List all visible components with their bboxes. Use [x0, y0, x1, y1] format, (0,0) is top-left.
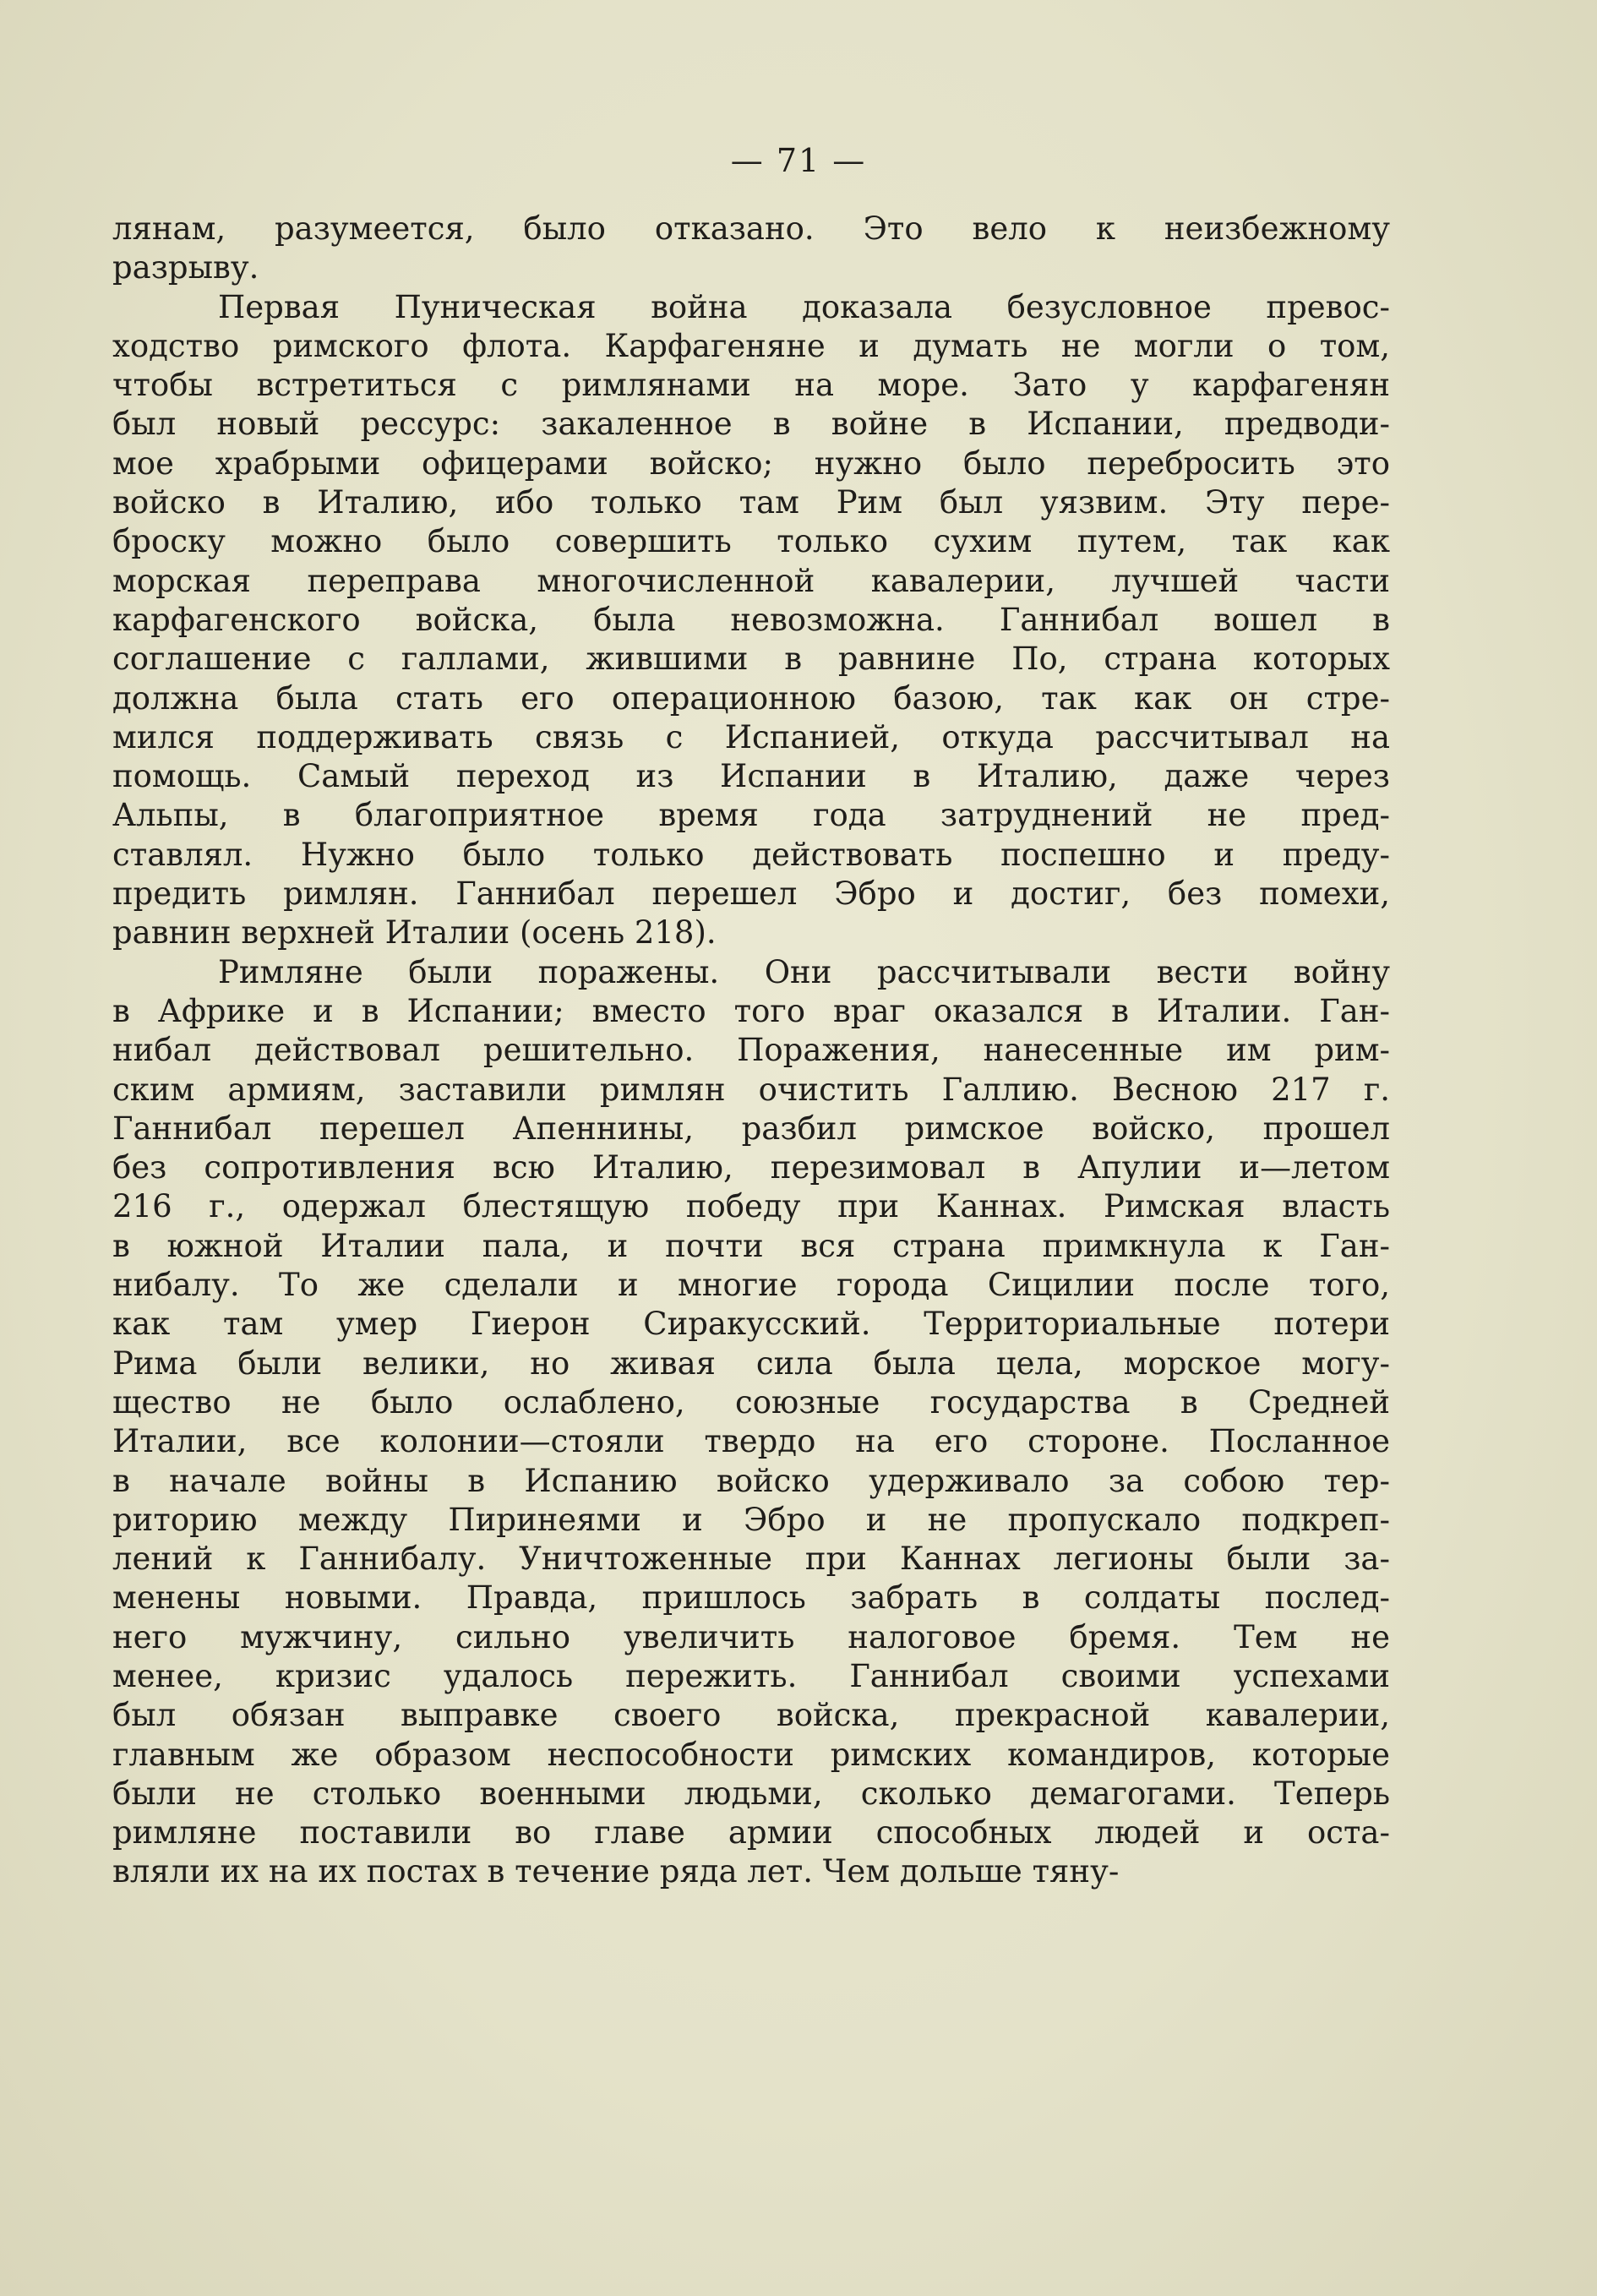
text-line: менее, кризис удалось пережить. Ганнибал своими успехами: [112, 1657, 1390, 1694]
text-line: помощь. Самый переход из Испании в Италию, даже через: [112, 758, 1390, 795]
paragraph: [112, 210, 1390, 288]
text-line: в южной Италии пала, и почти вся страна примкнула к Ган-: [112, 1227, 1390, 1264]
text-line: войско в Италию, ибо только там Рим был уязвим. Эту пере-: [112, 484, 1390, 521]
text-line: риторию между Пиринеями и Эбро и не пропускало подкреп-: [112, 1501, 1390, 1538]
text-line: менены новыми. Правда, пришлось забрать в солдаты послед-: [112, 1579, 1390, 1617]
text-line: броску можно было совершить только сухим путем, так как: [112, 523, 1390, 560]
body-text: [112, 210, 1390, 1892]
text-line: Ганнибал перешел Апеннины, разбил римское войско, прошел: [112, 1110, 1390, 1147]
text-line: щество не было ослаблено, союзные государства в Средней: [112, 1383, 1390, 1421]
text-line: морская переправа многочисленной кавалерии, лучшей части: [112, 562, 1390, 599]
text-line: предить римлян. Ганнибал перешел Эбро и достиг, без помехи,: [112, 875, 1390, 913]
text-line: был новый рессурс: закаленное в войне в Испании, предводи-: [112, 406, 1390, 443]
text-line: должна была стать его операционною базою, так как он стре-: [112, 679, 1390, 717]
text-line: были не столько военными людьми, сколько демагогами. Теперь: [112, 1775, 1390, 1812]
text-line: 216 г., одержал блестящую победу при Каннах. Римская власть: [112, 1188, 1390, 1225]
text-line: Первая Пуническая война доказала безусловное превос-: [218, 288, 1390, 325]
text-line: как там умер Гиерон Сиракусский. Территориальные потери: [112, 1306, 1390, 1343]
text-line: в Африке и в Испании; вместо того враг оказался в Италии. Ган-: [112, 992, 1390, 1029]
text-line: него мужчину, сильно увеличить налоговое бремя. Тем не: [112, 1618, 1390, 1655]
text-line: равнин верхней Италии (осень 218).: [112, 914, 717, 952]
text-line: римляне поставили во главе армии способных людей и оста-: [112, 1814, 1390, 1852]
text-line: главным же образом неспособности римских командиров, которые: [112, 1736, 1390, 1773]
text-line: ским армиям, заставили римлян очистить Галлию. Весною 217 г.: [112, 1071, 1390, 1108]
text-line: в начале войны в Испанию войско удерживало за собою тер-: [112, 1462, 1390, 1499]
text-line: мился поддерживать связь с Испанией, откуда рассчитывал на: [112, 718, 1390, 755]
paragraph: [112, 953, 1390, 1892]
text-line: ходство римского флота. Карфагеняне и думать не могли о том,: [112, 327, 1390, 364]
text-line: нибалу. То же сделали и многие города Сицилии после того,: [112, 1267, 1390, 1304]
text-line: Рима были велики, но живая сила была цела, морское могу-: [112, 1344, 1390, 1382]
text-line: чтобы встретиться с римлянами на море. Зато у карфагенян: [112, 367, 1390, 404]
text-line: ставлял. Нужно было только действовать поспешно и преду-: [112, 836, 1390, 873]
text-line: Альпы, в благоприятное время года затруднений не пред-: [112, 797, 1390, 834]
text-line: без сопротивления всю Италию, перезимовал в Апулии и—летом: [112, 1149, 1390, 1186]
text-line: карфагенского войска, была невозможна. Ганнибал вошел в: [112, 601, 1390, 638]
text-line: Римляне были поражены. Они рассчитывали вести войну: [218, 953, 1390, 990]
text-line: был обязан выправке своего войска, прекрасной кавалерии,: [112, 1697, 1390, 1734]
text-line: Италии, все колонии—стояли твердо на его стороне. Посланное: [112, 1423, 1390, 1460]
text-line: мое храбрыми офицерами войско; нужно было перебросить это: [112, 444, 1390, 482]
page-number: — 71 —: [730, 142, 867, 179]
text-line: нибал действовал решительно. Поражения, нанесенные им рим-: [112, 1032, 1390, 1069]
paragraph: [112, 288, 1390, 953]
text-line: лянам, разумеется, было отказано. Это вело к неизбежному: [112, 210, 1390, 247]
text-line: вляли их на их постах в течение ряда лет. Чем дольше тяну-: [112, 1853, 1120, 1890]
text-line: разрыву.: [112, 249, 259, 286]
text-line: лений к Ганнибалу. Уничтоженные при Каннах легионы были за-: [112, 1541, 1390, 1578]
text-line: соглашение с галлами, жившими в равнине По, страна которых: [112, 641, 1390, 678]
